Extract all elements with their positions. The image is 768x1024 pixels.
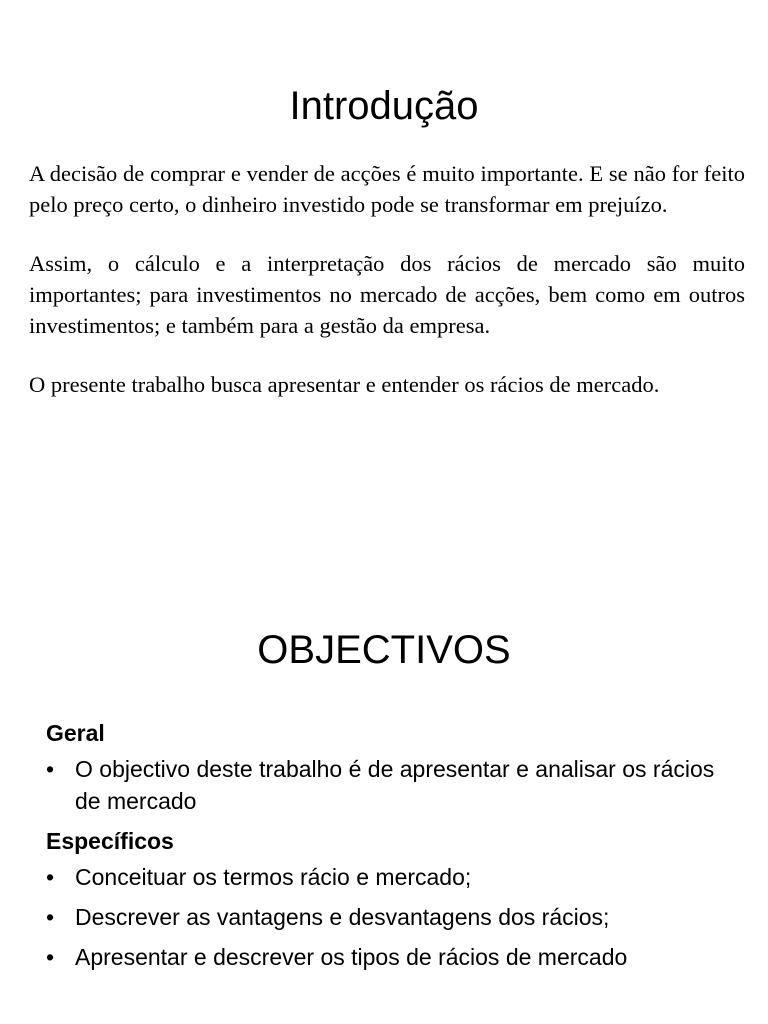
bullet-icon: • — [46, 904, 55, 930]
list-item — [46, 941, 746, 973]
general-list — [46, 753, 746, 817]
bullet-icon: • — [46, 864, 55, 890]
bullet-icon: • — [46, 944, 55, 970]
intro-title: Introdução — [289, 84, 479, 128]
list-item-text: O objectivo deste trabalho é de apresentar e analisar os rácios de mercado — [75, 756, 715, 814]
list-item — [46, 753, 746, 817]
objectives-slide — [0, 512, 768, 1024]
intro-paragraph-2: Assim, o cálculo e a interpretação dos rácios de mercado são muito importantes; para investimentos no mercado de acções, bem como em outros investimentos; e também para a gestão da empresa. — [29, 251, 745, 338]
intro-body — [29, 158, 745, 428]
specific-heading: Específicos — [46, 828, 174, 854]
list-item-text: Conceituar os termos rácio e mercado; — [75, 864, 472, 890]
list-item — [46, 901, 746, 933]
objectives-body — [46, 717, 746, 981]
objectives-title: OBJECTIVOS — [257, 628, 511, 672]
general-heading: Geral — [46, 720, 105, 746]
intro-paragraph-3: O presente trabalho busca apresentar e entender os rácios de mercado. — [29, 372, 660, 397]
specific-list — [46, 861, 746, 973]
bullet-icon: • — [46, 756, 55, 782]
list-item — [46, 861, 746, 893]
intro-paragraph-1: A decisão de comprar e vender de acções é muito importante. E se não for feito pelo preço certo, o dinheiro investido pode se transformar em prejuízo. — [29, 161, 745, 217]
list-item-text: Apresentar e descrever os tipos de rácios de mercado — [75, 944, 628, 970]
list-item-text: Descrever as vantagens e desvantagens dos rácios; — [75, 904, 610, 930]
